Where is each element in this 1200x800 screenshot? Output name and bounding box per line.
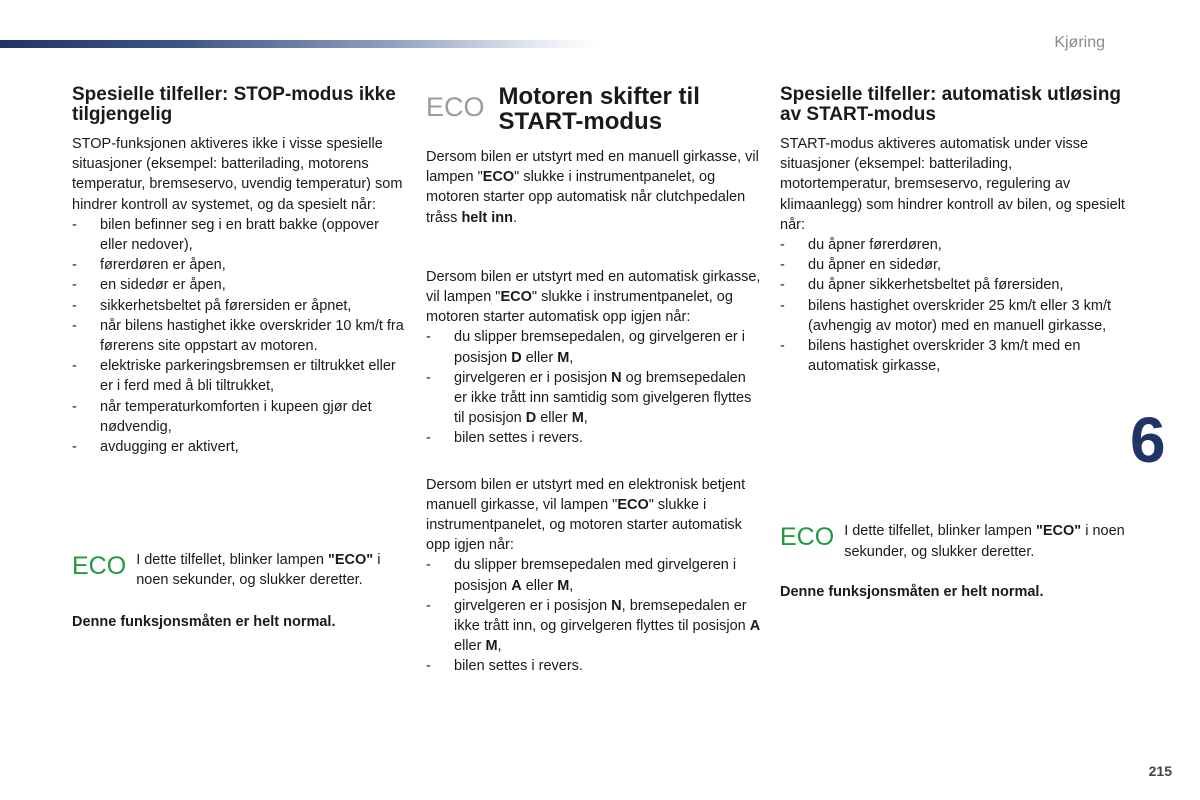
section-header: [426, 84, 761, 134]
paragraph-manual: Dersom bilen er utstyrt med en manuell girkasse, vil lampen "ECO" slukke i instrumentpanelet, og motoren starter opp automatisk når clutchpedalen tråss helt inn.: [426, 149, 759, 226]
list-item: - en sidedør er åpen,: [72, 275, 407, 295]
header-gradient-bar: [0, 40, 600, 48]
column-start-mode-automatic: [780, 85, 1125, 602]
list-item: - bilen befinner seg i en bratt bakke (oppover eller nedover),: [72, 215, 407, 255]
paragraph-automatic: Dersom bilen er utstyrt med en automatisk girkasse, vil lampen "ECO" slukke i instrumentpanelet, og motoren starter automatisk opp igjen når:: [426, 268, 761, 326]
list-item: - bilen settes i revers.: [426, 428, 761, 448]
normal-operation-note: Denne funksjonsmåten er helt normal.: [72, 613, 336, 630]
section-title: Motoren skifter til START-modus: [498, 83, 700, 135]
chapter-number: 6: [1130, 404, 1166, 476]
list-item: - du slipper bremsepedalen, og girvelgeren er i posisjon D eller M,: [426, 327, 761, 367]
list-item: - bilens hastighet overskrider 3 km/t med en automatisk girkasse,: [780, 336, 1125, 376]
paragraph: START-modus aktiveres automatisk under visse situasjoner (eksempel: batterilading, motortemperatur, bremseservo, regulering av klimaanlegg) som hindrer kontroll av bilen, og spesielt når:: [780, 136, 1125, 233]
paragraph-electronic: Dersom bilen er utstyrt med en elektronisk betjent manuell girkasse, vil lampen "ECO" slukke i instrumentpanelet, og motoren starter automatisk opp igjen når:: [426, 476, 746, 554]
eco-note: [72, 550, 407, 590]
list-item: - avdugging er aktivert,: [72, 437, 407, 457]
condition-list: [780, 235, 1125, 376]
note-text: I dette tilfellet, blinker lampen "ECO" i noen sekunder, og slukker deretter.: [844, 523, 1125, 560]
paragraph: STOP-funksjonen aktiveres ikke i visse spesielle situasjoner (eksempel: batterilading, motorens temperatur, bremseservo, uvendig temperatur) som hindrer kontroll av systemet, og da spesielt når:: [72, 136, 403, 213]
eco-green-icon: ECO: [72, 552, 127, 581]
section-label: Kjøring: [1054, 34, 1105, 51]
note-text: I dette tilfellet, blinker lampen "ECO" i noen sekunder, og slukker deretter.: [136, 552, 381, 589]
section-title: Spesielle tilfeller: STOP-modus ikke tilgjengelig: [72, 84, 396, 125]
list-item: - når bilens hastighet ikke overskrider 10 km/t fra førerens site oppstart av motoren.: [72, 316, 407, 356]
eco-grey-icon: ECO: [426, 92, 485, 122]
condition-list: [426, 327, 761, 448]
list-item: - du slipper bremsepedalen med girvelgeren i posisjon A eller M,: [426, 555, 761, 595]
normal-operation-note: Denne funksjonsmåten er helt normal.: [780, 583, 1044, 600]
condition-list: [426, 555, 761, 676]
list-item: - du åpner sikkerhetsbeltet på førersiden,: [780, 275, 1125, 295]
list-item: - når temperaturkomforten i kupeen gjør det nødvendig,: [72, 397, 407, 437]
list-item: - elektriske parkeringsbremsen er tiltrukket eller er i ferd med å bli tiltrukket,: [72, 356, 407, 396]
condition-list: [72, 215, 407, 457]
list-item: - du åpner en sidedør,: [780, 255, 1125, 275]
list-item: - girvelgeren er i posisjon N, bremsepedalen er ikke trått inn, og girvelgeren flyttes til posisjon A eller M,: [426, 596, 761, 657]
list-item: - bilen settes i revers.: [426, 656, 761, 676]
section-title: Spesielle tilfeller: automatisk utløsing av START-modus: [780, 84, 1122, 125]
eco-note: [780, 521, 1125, 561]
list-item: - førerdøren er åpen,: [72, 255, 407, 275]
list-item: - du åpner førerdøren,: [780, 235, 1125, 255]
column-stop-mode-unavailable: [72, 85, 407, 632]
eco-green-icon: ECO: [780, 523, 835, 552]
column-start-mode: [426, 84, 761, 677]
list-item: - sikkerhetsbeltet på førersiden er åpnet,: [72, 296, 407, 316]
page-number: 215: [1148, 763, 1172, 779]
list-item: - girvelgeren er i posisjon N og bremsepedalen er ikke trått inn samtidig som givelgeren flyttes til posisjon D eller M,: [426, 368, 761, 429]
list-item: - bilens hastighet overskrider 25 km/t eller 3 km/t (avhengig av motor) med en manuell girkasse,: [780, 296, 1125, 336]
